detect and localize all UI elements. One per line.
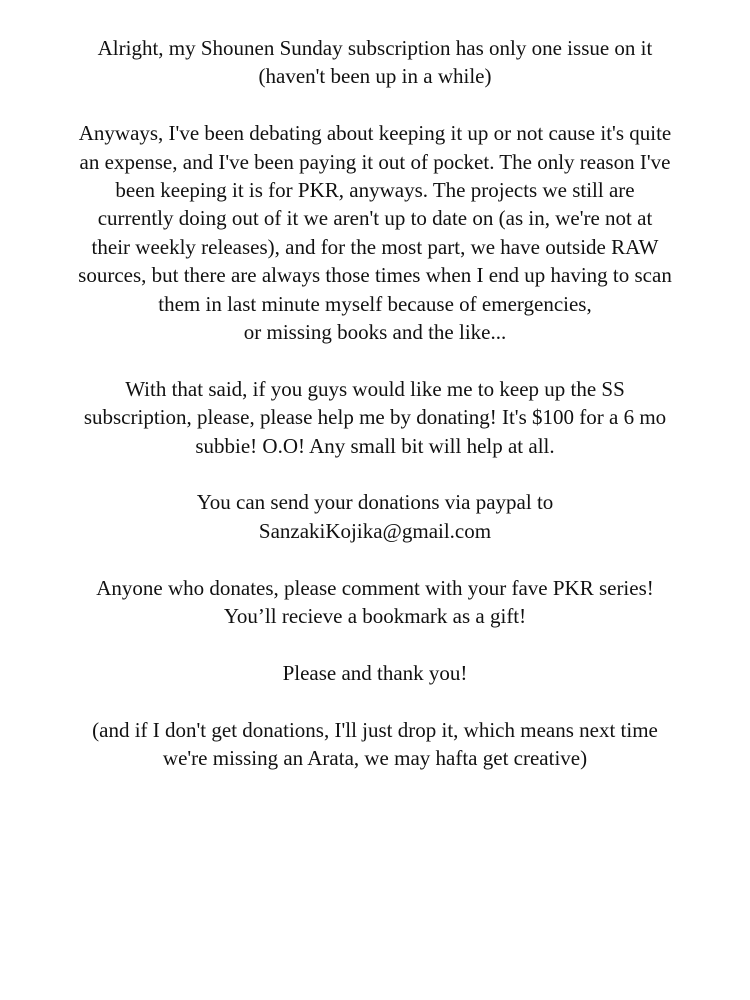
text-line: them in last minute myself because of emergencies, [158, 291, 592, 316]
text-line: You’ll recieve a bookmark as a gift! [223, 604, 527, 629]
text-line: With that said, if you guys would like me to keep up the SS [125, 376, 625, 401]
document-body [0, 34, 750, 801]
paragraph-paypal-info [0, 488, 750, 545]
text-line: we're missing an Arata, we may hafta get creative) [162, 746, 588, 771]
paragraph-donation-request [0, 375, 750, 460]
paragraph-explanation [0, 119, 750, 346]
text-line: Please and thank you! [282, 660, 468, 685]
text-line: sources, but there are always those times when I end up having to scan [78, 263, 672, 288]
text-line: subscription, please, please help me by donating! It's $100 for a 6 mo [83, 405, 667, 430]
text-line: Anyone who donates, please comment with your fave PKR series! [96, 575, 654, 600]
text-line: Anyways, I've been debating about keeping it up or not cause it's quite [78, 121, 672, 146]
text-line: You can send your donations via paypal to [196, 490, 554, 515]
paragraph-closing-note [0, 716, 750, 773]
paragraph-thanks [0, 659, 750, 687]
paypal-email: SanzakiKojika@gmail.com [258, 518, 492, 543]
text-line: been keeping it is for PKR, anyways. The projects we still are [115, 178, 635, 203]
text-line: subbie! O.O! Any small bit will help at all. [195, 433, 555, 458]
text-line: their weekly releases), and for the most part, we have outside RAW [91, 234, 659, 259]
text-line: or missing books and the like... [243, 320, 507, 345]
text-line: Alright, my Shounen Sunday subscription has only one issue on it [97, 36, 653, 60]
paragraph-bookmark-gift [0, 574, 750, 631]
paragraph-subscription-status [0, 34, 750, 91]
text-line: (and if I don't get donations, I'll just drop it, which means next time [92, 717, 658, 742]
text-line: (haven't been up in a while) [258, 64, 492, 89]
text-line: currently doing out of it we aren't up to date on (as in, we're not at [97, 206, 653, 231]
text-line: an expense, and I've been paying it out of pocket. The only reason I've [79, 149, 671, 174]
